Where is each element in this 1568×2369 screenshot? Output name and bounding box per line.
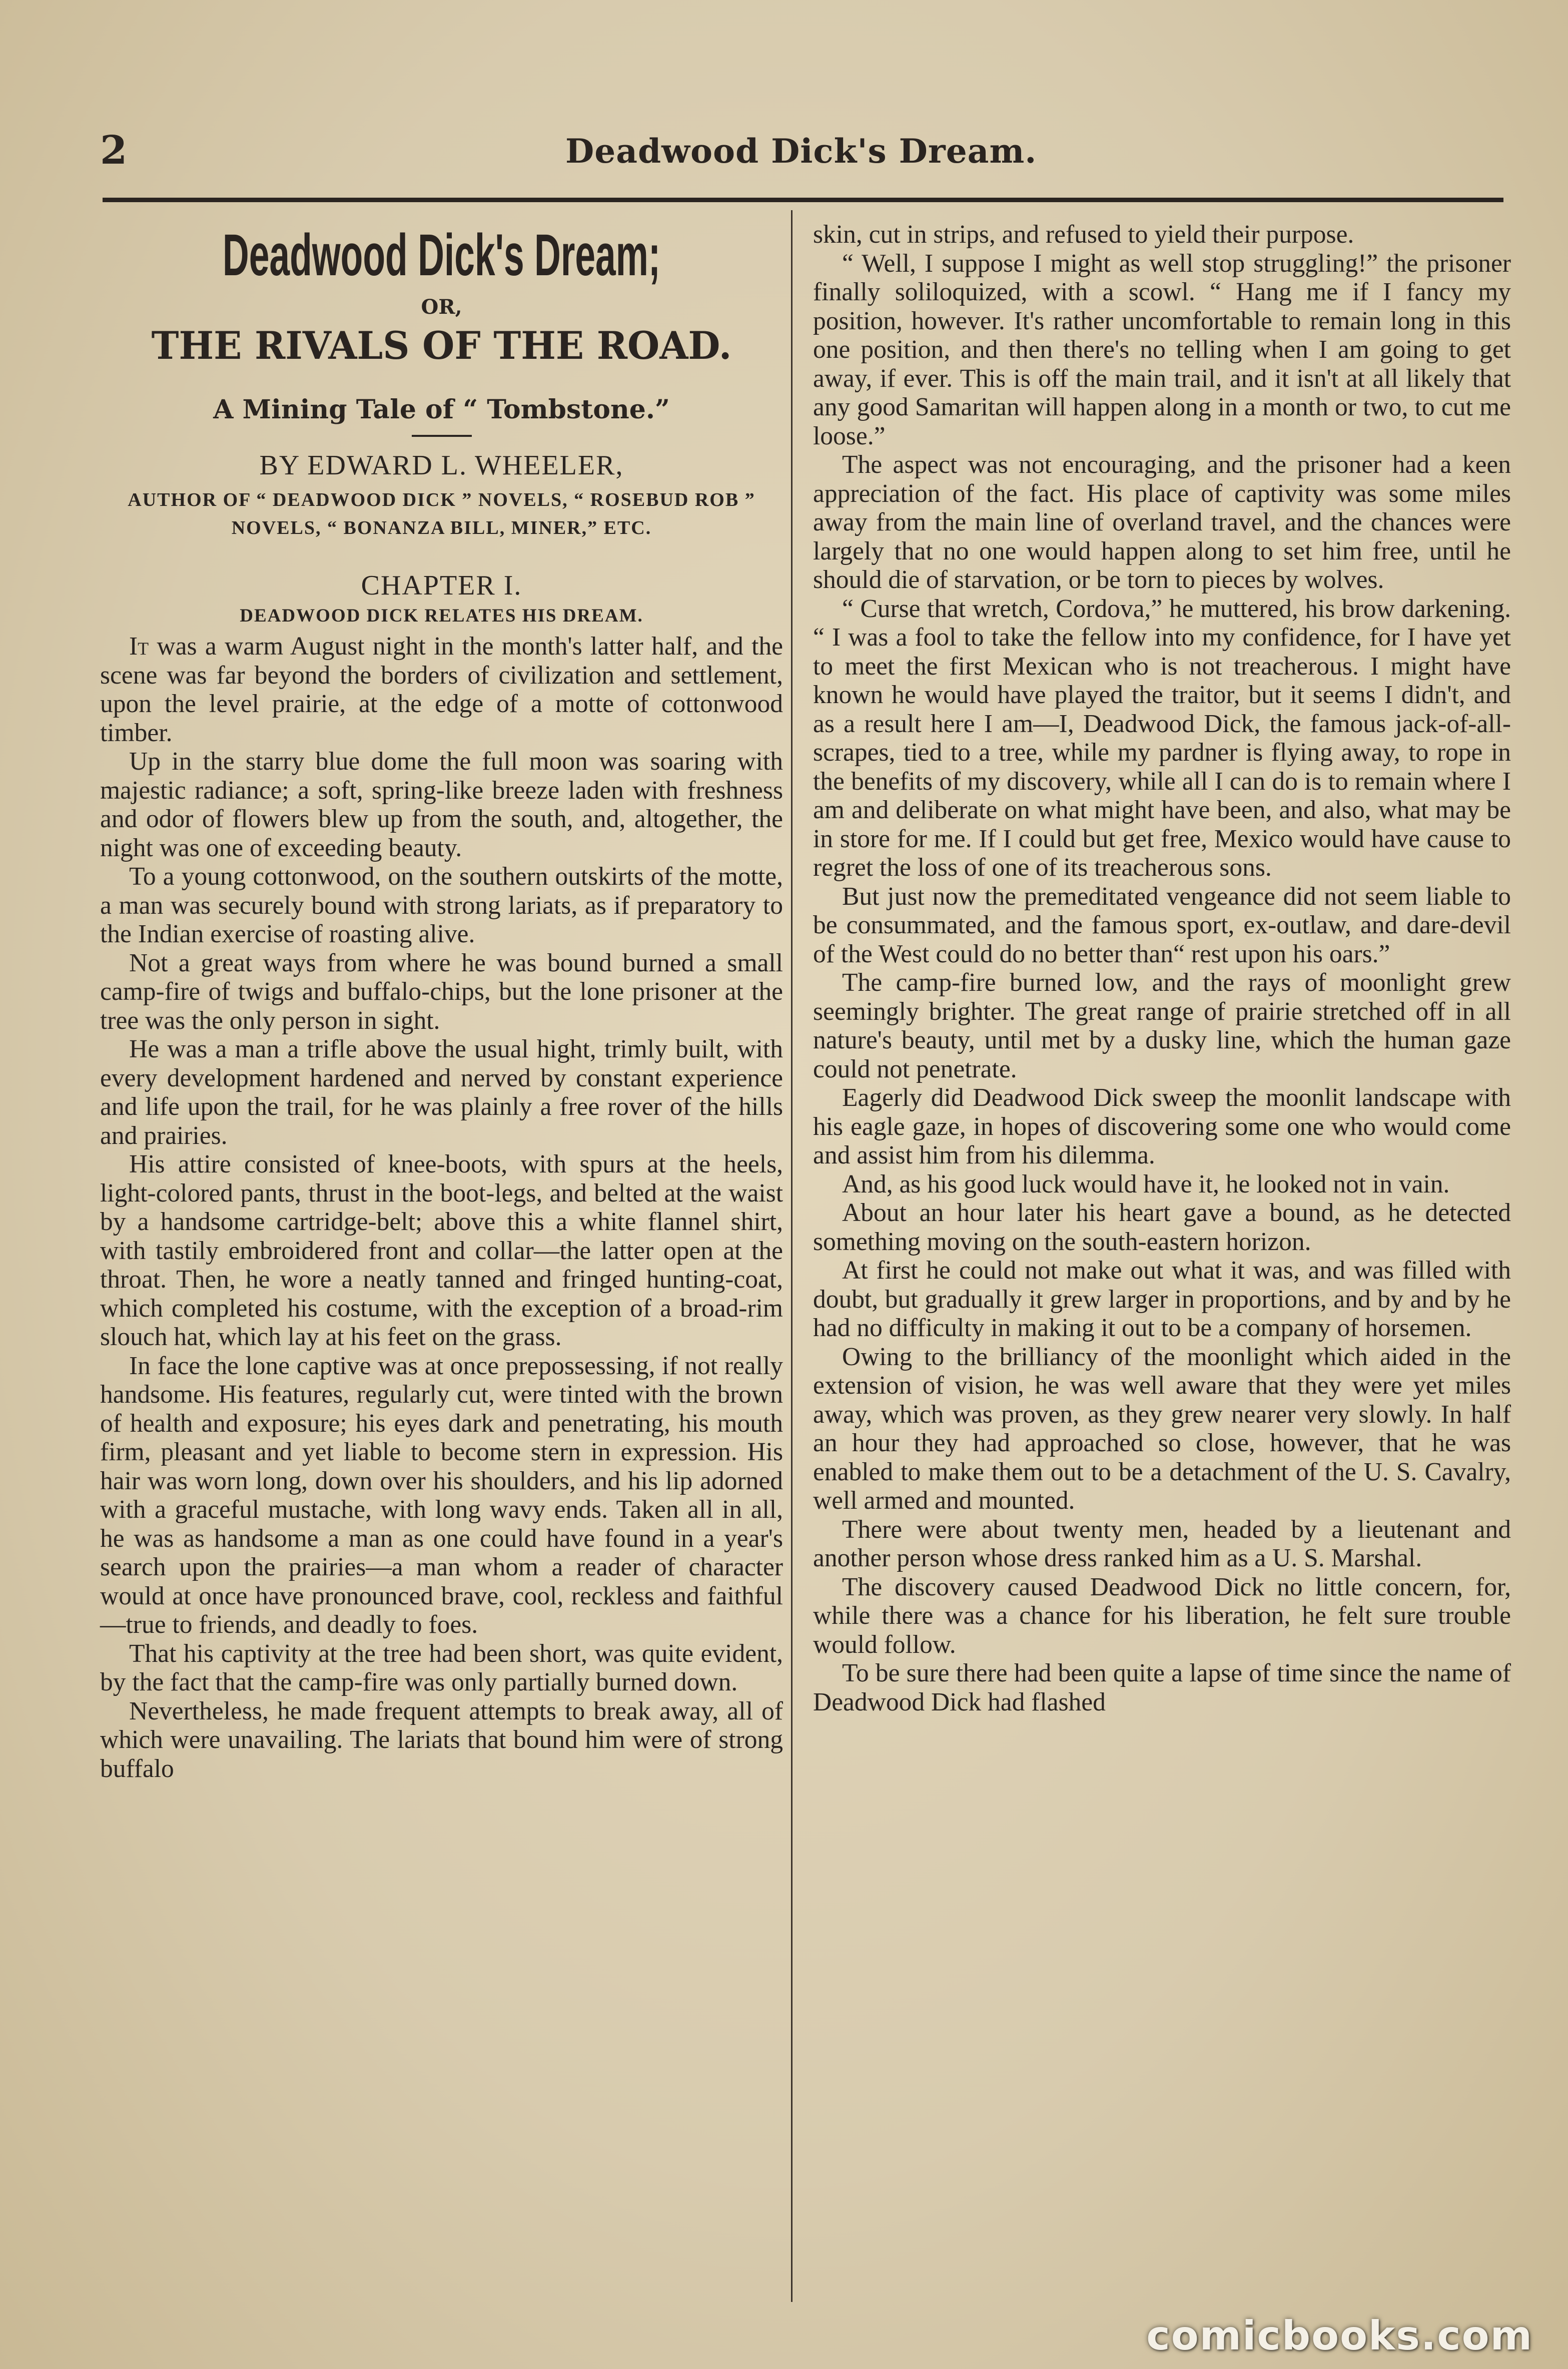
paragraph: In face the lone captive was at once prepossessing, if not really handsome. His features, regularly cut, were tinted with the brown of health and exposure; his eyes dark and penetrating, his mouth firm, pleasant and yet liable to become stern in expression. His hair was worn long, down over his shoulders, and his lip adorned with a graceful mustache, with long wavy ends. Taken all in all, he was as handsome a man as one could have found in a year's search upon the prairies—a man whom a reader of character would at once have pronounced brave, cool, reckless and faithful—true to friends, and deadly to foes.	[100, 1351, 783, 1639]
running-head	[100, 128, 1501, 183]
paragraph: To a young cottonwood, on the southern outskirts of the motte, a man was securely bound with strong lariats, as if preparatory to the Indian exercise of roasting alive.	[100, 862, 783, 948]
short-rule	[412, 435, 472, 437]
paragraph: The aspect was not encouraging, and the prisoner had a keen appreciation of the fact. His place of captivity was some miles away from the main line of overland travel, and the chances were largely that no one would happen along to set him free, until he should die of starvation, or be torn to pieces by wolves.	[813, 450, 1511, 594]
paragraph: About an hour later his heart gave a bound, as he detected something moving on the south-eastern horizon.	[813, 1199, 1511, 1256]
title-or: OR,	[421, 295, 462, 319]
paragraph-text: was a warm August night in the month's latter half, and the scene was far beyond the borders of civilization and settlement, upon the level prairie, at the edge of a motte of cottonwood timber.	[100, 632, 783, 747]
byline: BY EDWARD L. WHEELER,	[259, 450, 624, 481]
paragraph: “ Well, I suppose I might as well stop struggling!” the prisoner finally soliloquized, with a scowl. “ Hang me if I fancy my position, however. It's rather uncomfortable to remain long in this one position, and then there's no telling when I am going to get away, if ever. This is off the main trail, and it isn't at all likely that any good Samaritan will happen along in a month or two, to cut me loose.”	[813, 249, 1511, 450]
paragraph: Owing to the brilliancy of the moonlight which aided in the extension of vision, he was well aware that they were yet miles away, which was proven, as they grew nearer very slowly. In half an hour they had approached so close, however, that he was enabled to make them out to be a detachment of the U. S. Cavalry, well armed and mounted.	[813, 1342, 1511, 1515]
site-watermark: comicbooks.com	[1146, 2312, 1533, 2359]
paragraph: Eagerly did Deadwood Dick sweep the moonlit landscape with his eagle gaze, in hopes of discovering some one who would come and assist him from his dilemma.	[813, 1083, 1511, 1169]
chapter-title: DEADWOOD DICK RELATES HIS DREAM.	[240, 606, 643, 626]
paragraph: That his captivity at the tree had been short, was quite evident, by the fact that the camp-fire was only partially burned down.	[100, 1639, 783, 1696]
paragraph: “ Curse that wretch, Cordova,” he muttered, his brow darkening. “ I was a fool to take the fellow into my confidence, for I have yet to meet the first Mexican who is not treacherous. I might have known he would have played the traitor, but it seems I didn't, and as a result here I am—I, Deadwood Dick, the famous jack-of-all-scrapes, tied to a tree, while my pardner is flying away, to rope in the benefits of my discovery, while all I can do is to remain where I am and deliberate on what might have been, and also, what may be in store for me. If I could but get free, Mexico would have cause to regret the loss of one of its treacherous sons.	[813, 594, 1511, 882]
paragraph: And, as his good luck would have it, he looked not in vain.	[842, 1169, 1450, 1199]
chapter-heading: CHAPTER I.	[361, 570, 522, 601]
paragraph: The discovery caused Deadwood Dick no little concern, for, while there was a chance for his liberation, he felt sure trouble would follow.	[813, 1572, 1511, 1659]
author-credits: AUTHOR OF “ DEADWOOD DICK ” NOVELS, “ ROSEBUD ROB ” NOVELS, “ BONANZA BILL, MINER,” ETC.	[128, 489, 755, 538]
paragraph-continuation: skin, cut in strips, and refused to yield their purpose.	[813, 220, 1354, 249]
paragraph	[100, 632, 783, 747]
paragraph: But just now the premeditated vengeance did not seem liable to be consummated, and the famous sport, ex-outlaw, and dare-devil of the West could do no better than“ rest upon his oars.”	[813, 882, 1511, 968]
paragraph: The camp-fire burned low, and the rays of moonlight grew seemingly brighter. The great range of prairie stretched off in all nature's beauty, until met by a dusky line, which the human gaze could not penetrate.	[813, 968, 1511, 1083]
first-word: It	[129, 632, 149, 661]
header-rule	[103, 198, 1503, 202]
paragraph: Nevertheless, he made frequent attempts to break away, all of which were unavailing. The lariats that bound him were of strong buffalo	[100, 1696, 783, 1783]
paragraph: Not a great ways from where he was bound burned a small camp-fire of twigs and buffalo-chips, but the lone prisoner at the tree was the only person in sight.	[100, 948, 783, 1035]
story-tagline: A Mining Tale of “ Tombstone.”	[213, 394, 670, 425]
story-subtitle: THE RIVALS OF THE ROAD.	[151, 323, 732, 368]
paragraph: Up in the starry blue dome the full moon was soaring with majestic radiance; a soft, spring-like breeze laden with freshness and odor of flowers blew up from the south, and, altogether, the night was one of exceeding beauty.	[100, 747, 783, 862]
paragraph: He was a man a trifle above the usual hight, trimly built, with every development hardened and nerved by constant experience and life upon the trail, for he was plainly a free rover of the hills and prairies.	[100, 1035, 783, 1150]
right-column	[813, 220, 1511, 1716]
paragraph: At first he could not make out what it was, and was filled with doubt, but gradually it grew larger in proportions, and by and by he had no difficulty in making it out to be a company of horsemen.	[813, 1256, 1511, 1342]
story-title: Deadwood Dick's Dream;	[222, 222, 661, 288]
paragraph: There were about twenty men, headed by a lieutenant and another person whose dress ranked him as a U. S. Marshal.	[813, 1515, 1511, 1572]
running-title: Deadwood Dick's Dream.	[565, 132, 1037, 171]
paragraph: To be sure there had been quite a lapse of time since the name of Deadwood Dick had flashed	[813, 1659, 1511, 1716]
page-number: 2	[100, 128, 128, 173]
paragraph: His attire consisted of knee-boots, with spurs at the heels, light-colored pants, thrust in the boot-legs, and belted at the waist by a handsome cartridge-belt; above this a white flannel shirt, with tastily embroidered front and collar—the latter open at the throat. Then, he wore a neatly tanned and fringed hunting-coat, which completed his costume, with the exception of a broad-rim slouch hat, which lay at his feet on the grass.	[100, 1150, 783, 1351]
column-divider	[791, 210, 793, 2302]
left-column	[100, 210, 783, 1783]
title-block	[100, 210, 783, 630]
